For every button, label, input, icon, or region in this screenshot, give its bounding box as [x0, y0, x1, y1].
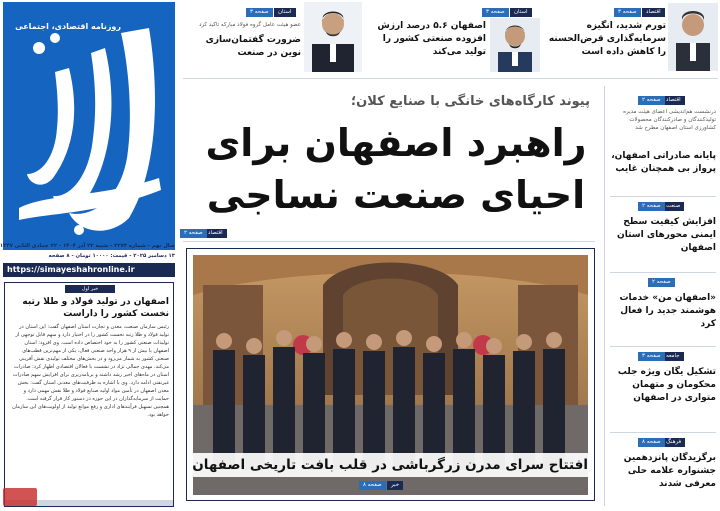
right-column-divider: [604, 86, 605, 506]
top2-photo: [490, 18, 540, 72]
photo-tag-b: صفحه ۸: [359, 481, 386, 490]
right5-tag-a: فرهنگ: [662, 438, 685, 447]
top3-tag-a: استان: [274, 8, 296, 17]
corner-logo-icon: [3, 488, 37, 506]
main-tag-a: اقتصاد: [204, 229, 227, 238]
right4-tag-b: صفحه ۳: [638, 352, 665, 361]
masthead-logo: [9, 8, 169, 240]
top3-tag-b: صفحه ۳: [246, 8, 273, 17]
top1-photo: [668, 3, 718, 71]
main-kicker: پیوند کارگاه‌های خانگی با صنایع کلان؛: [350, 94, 590, 109]
masthead-tagline: روزنامه اقتصادی، اجتماعی: [15, 22, 121, 31]
person-portrait-icon: [304, 2, 362, 72]
main-headline-2[interactable]: احیای صنعت نساجی: [206, 173, 586, 217]
main-divider: [183, 241, 595, 242]
website-link[interactable]: https://simayeshahronline.ir: [7, 265, 135, 274]
right1-label: درنشست هم‌اندیشی اعضای هیئت مدیره تولیدکنندگان و صادرکنندگان محصولات کشاورزی استان اصفهان مطرح شد: [623, 109, 716, 131]
right-divider-1: [610, 196, 716, 197]
left-story-body: رئیس سازمان صنعت، معدن و تجارت استان اصفهان گفت: این استان در تولید فولاد و طلا رتبه نخست کشور را در اختیار دارد و سهم قابل توجهی از تولیدات صنعتی کشور را به خود اختصاص داده است. وی افزود: استان اصفهان با بیش از ۹ هزار واحد صنعتی فعال، یکی از مهم‌ترین قطب‌های صنعتی کشور به شمار می‌رود و در بخش‌های مختلف تولیدی نقش آفرینی می‌کند. مهدی جمالی نژاد در نشست با فعالان اقتصادی اظهار کرد: صادرات استان در ماه‌های اخیر رشد داشته و برنامه‌ریزی برای افزایش سهم صادرات غیرنفتی ادامه دارد. وی با اشاره به ظرفیت‌های معدنی استان گفت: بخش معدن اصفهان در تأمین مواد اولیه صنایع فولاد و طلا نقش مهمی دارد و حمایت از سرمایه‌گذاران در این حوزه در دستور کار قرار گرفته است. همچنین تسهیل فرآیندهای اداری و رفع موانع تولید از اولویت‌های این سازمان خواهد بود.: [12, 324, 169, 418]
top3-photo: [304, 2, 362, 72]
left-story-tag: خبر اول: [65, 285, 115, 293]
top2-tag-a: استان: [510, 8, 532, 17]
top1-tag-b: صفحه ۳: [614, 8, 641, 17]
top3-label: عضو هیئت عامل گروه فولاد مبارکه تاکید کرد: [198, 22, 301, 28]
website-bar: [3, 263, 175, 277]
right1-headline[interactable]: پایانه صادراتی اصفهان، پرواز بی همچنان غایب: [611, 151, 716, 174]
top3-headline[interactable]: ضرورت گفتمان‌سازی نوین در صنعت: [205, 35, 301, 58]
left-story: [4, 282, 174, 507]
photo-caption[interactable]: افتتاح سرای مدرن زرگرباشی در قلب بافت تاریخی اصفهان: [193, 453, 588, 477]
right4-tag-a: جامعه: [662, 352, 684, 361]
main-tag-b: صفحه ۲: [180, 229, 207, 238]
right1-tag-a: اقتصاد: [662, 96, 685, 105]
top2-headline[interactable]: اصفهان ۵.۶ درصد ارزش افزوده صنعتی کشور را تولید می‌کند: [377, 21, 486, 57]
right4-headline[interactable]: تشکیل یگان ویژه جلب محکومان و متهمان متواری در اصفهان: [617, 367, 716, 403]
right2-tag-b: صفحه ۲: [638, 202, 665, 211]
right2-headline[interactable]: افزایش کیفیت سطح ایمنی محورهای استان اصفهان: [617, 217, 716, 253]
person-portrait-icon: [490, 18, 540, 72]
top-row-divider: [183, 78, 718, 79]
right-divider-3: [610, 346, 716, 347]
main-headline-1[interactable]: راهبرد اصفهان برای: [205, 121, 587, 165]
top1-tag-a: اقتصاد: [642, 8, 665, 17]
right3-tag-b: صفحه ۲: [648, 278, 675, 287]
masthead: [0, 2, 175, 250]
issue-line-1: سال نهم - شماره ۲۲۷۳ - شنبه ۲۲ آذر ۱۴۰۴ - ۲۲ جمادی الثانی ۱۴۴۷: [0, 243, 175, 249]
right5-headline[interactable]: برگزیدگان پانزدهمین جشنواره علامه حلی معرفی شدند: [623, 453, 716, 489]
issue-line-2: ۱۳ دسامبر ۲۰۲۵ - قیمت: ۱۰۰۰۰ تومان - ۸ صفحه: [48, 253, 175, 259]
logo-calligraphy-icon: [9, 8, 169, 240]
left-story-headline[interactable]: اصفهان در تولید فولاد و طلا رتبه نخست کشور را داراست: [22, 297, 169, 319]
top1-headline[interactable]: تورم شدید، انگیزه سرمایه‌گذاری قرض‌الحسنه را کاهش داده است: [548, 21, 666, 57]
photo-tag-a: خبر: [387, 481, 403, 490]
right-divider-4: [610, 432, 716, 433]
right-divider-2: [610, 272, 716, 273]
right5-tag-b: صفحه ۸: [638, 438, 665, 447]
right2-tag-a: صنعت: [662, 202, 684, 211]
photo-frame: [186, 248, 595, 501]
right1-tag-b: صفحه ۲: [638, 96, 665, 105]
right3-headline[interactable]: «اصفهان من» خدمات هوشمند جدید را فعال کرد: [619, 293, 716, 329]
person-portrait-icon: [668, 3, 718, 71]
top2-tag-b: صفحه ۳: [482, 8, 509, 17]
